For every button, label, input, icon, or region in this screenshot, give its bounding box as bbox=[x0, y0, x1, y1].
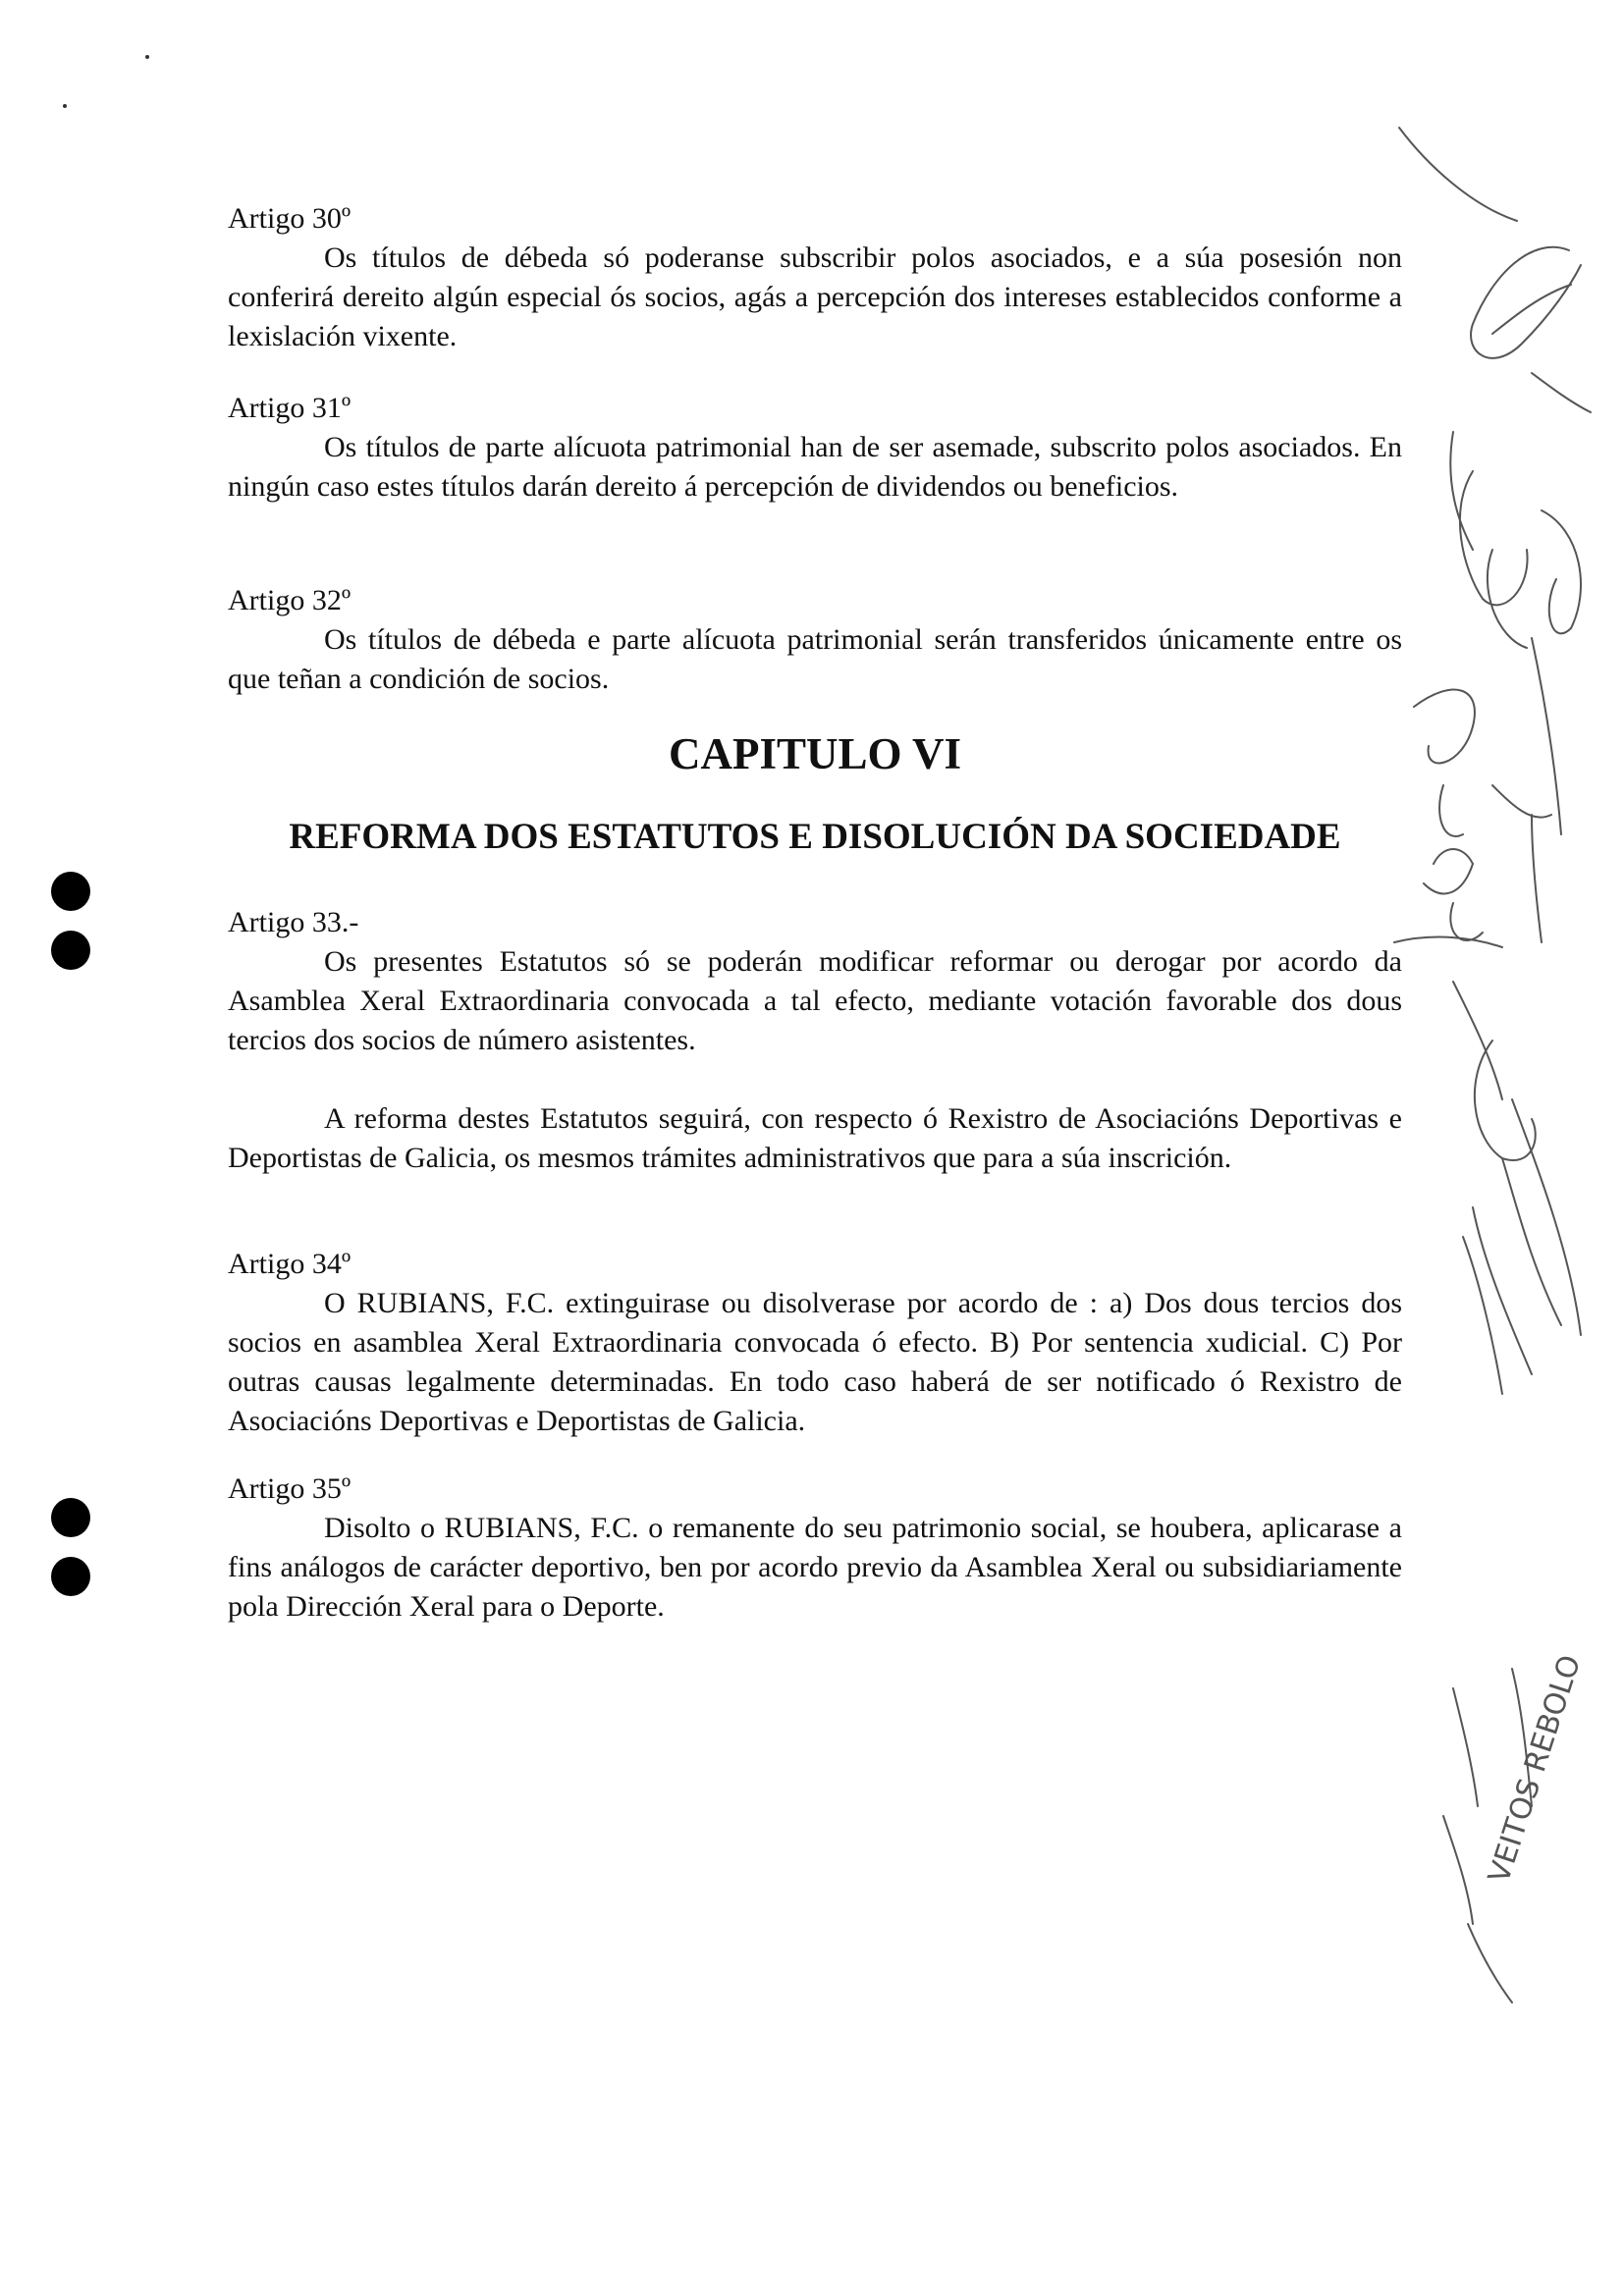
article-title: Artigo 32º bbox=[228, 584, 352, 616]
article-31 bbox=[228, 389, 1402, 507]
article-paragraph: Os títulos de parte alícuota patrimonial han de ser asemade, subscrito polos asociados. En ningún caso estes títulos darán dereito á percepción de dividendos ou beneficios. bbox=[228, 431, 1402, 503]
punch-hole bbox=[51, 931, 90, 970]
scan-speck bbox=[63, 104, 67, 108]
article-paragraph: O RUBIANS, F.C. extinguirase ou disolverase por acordo de : a) Dos dous tercios dos socios en asamblea Xeral Extraordinaria convocada ó efecto. B) Por sentencia xudicial. C) Por outras causas legalmente determinadas. En todo caso haberá de ser notificado ó Rexistro de Asociacións Deportivas e Deportistas de Galicia. bbox=[228, 1287, 1402, 1437]
punch-hole bbox=[51, 1498, 90, 1537]
article-paragraph: Os presentes Estatutos só se poderán modificar reformar ou derogar por acordo da Asamblea Xeral Extraordinaria convocada a tal efecto, mediante votación favorable dos dous tercios dos socios de número asistentes. bbox=[228, 945, 1402, 1056]
punch-hole bbox=[51, 872, 90, 911]
signature-4 bbox=[1394, 815, 1542, 947]
chapter-subtitle: REFORMA DOS ESTATUTOS E DISOLUCIÓN DA SOCIEDADE bbox=[289, 817, 1341, 857]
article-paragraph: Os títulos de débeda e parte alícuota patrimonial serán transferidos únicamente entre os que teñan a condición de socios. bbox=[228, 623, 1402, 695]
punch-hole bbox=[51, 1557, 90, 1596]
article-paragraph: A reforma destes Estatutos seguirá, con respecto ó Rexistro de Asociacións Deportivas e Deportistas de Galicia, os mesmos trámites administrativos que para a súa inscrición. bbox=[228, 1102, 1402, 1174]
signature-3 bbox=[1414, 638, 1561, 836]
article-title: Artigo 33.- bbox=[228, 906, 359, 938]
signature-6 bbox=[1463, 1207, 1532, 1394]
signature-2 bbox=[1450, 432, 1581, 648]
signature-5 bbox=[1453, 982, 1581, 1335]
article-paragraph: Os títulos de débeda só poderanse subscribir polos asociados, e a súa posesión non conferirá dereito algún especial ós socios, agás a percepción dos intereses establecidos conforme a lexislación vixente. bbox=[228, 241, 1402, 352]
handwritten-annotation: VEITOS REBOLO bbox=[1482, 1650, 1589, 1888]
article-title: Artigo 30º bbox=[228, 202, 352, 235]
signature-1 bbox=[1399, 128, 1591, 412]
handwritten-name bbox=[1443, 1669, 1532, 2002]
scan-speck bbox=[145, 55, 149, 59]
article-34 bbox=[228, 1245, 1402, 1441]
article-33 bbox=[228, 903, 1402, 1178]
article-title: Artigo 35º bbox=[228, 1472, 352, 1505]
article-32 bbox=[228, 581, 1402, 699]
article-paragraph: Disolto o RUBIANS, F.C. o remanente do seu patrimonio social, se houbera, aplicarase a fins análogos de carácter deportivo, ben por acordo previo da Asamblea Xeral ou subsidiariamente pola Dirección Xeral para o Deporte. bbox=[228, 1512, 1402, 1623]
article-35 bbox=[228, 1469, 1402, 1627]
chapter-title: CAPITULO VI bbox=[669, 729, 961, 778]
article-30 bbox=[228, 199, 1402, 356]
article-title: Artigo 31º bbox=[228, 392, 352, 424]
article-title: Artigo 34º bbox=[228, 1248, 352, 1280]
